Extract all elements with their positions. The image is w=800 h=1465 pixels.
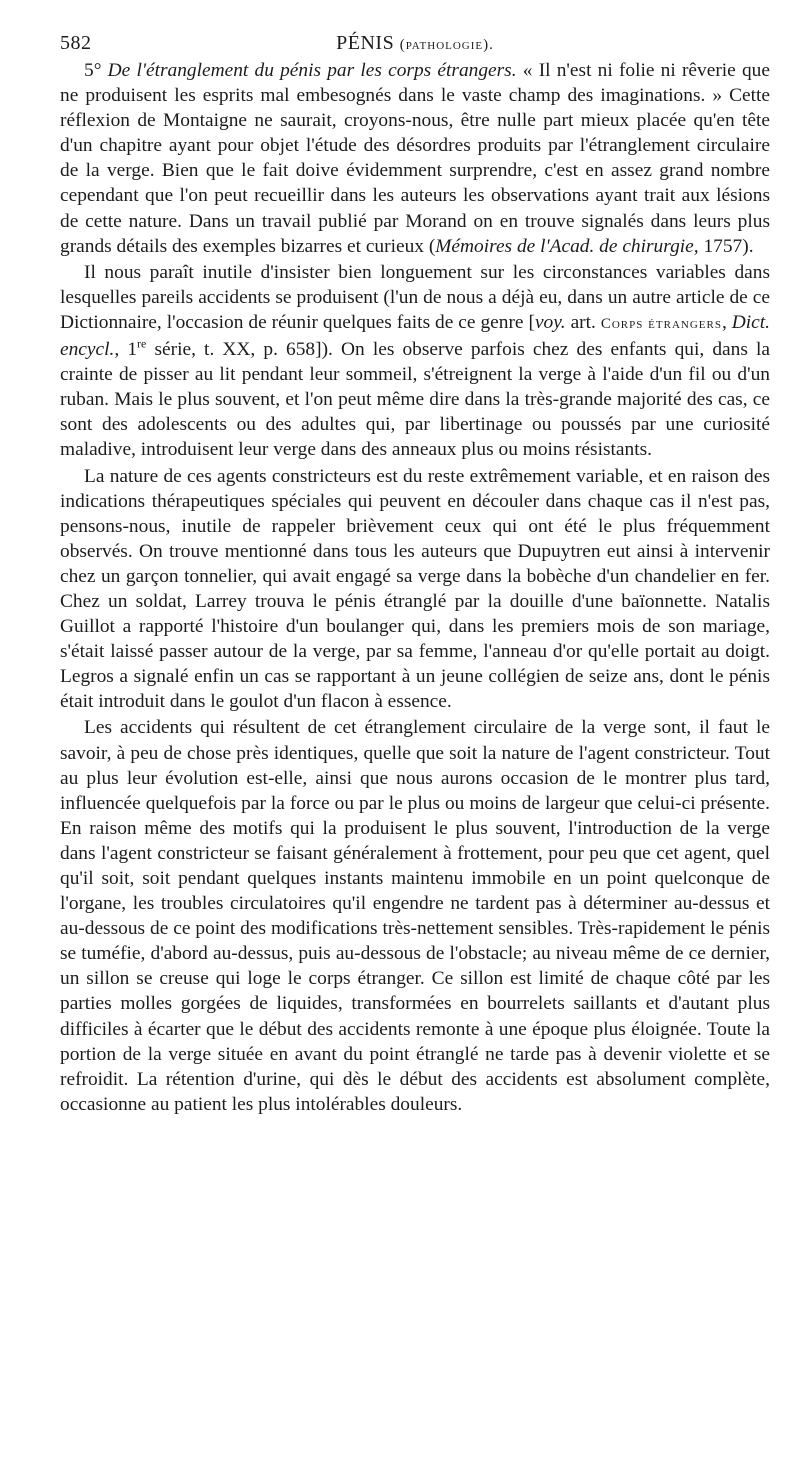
ref-art: art. (565, 311, 601, 333)
section-numeral: 5° (84, 60, 102, 81)
paragraph-1-text: « Il n'est ni folie ni rêverie que ne produisent les esprits mal embesognés dans le vaste champ des imaginations. » Cette réflexion de Montaigne ne saurait, croyons-nous, être nulle part mieux placée qu'en tête d'un chapitre ayant pour objet l'étude des désordres produits par l'étranglement circulaire de la verge. Bien que le fait doive évidemment surprendre, c'est en assez grand nombre cependant que l'on peut recueillir dans les auteurs les observations ayant trait aux lésions de cette nature. Dans un travail publié par Morand on en trouve signalés dans leurs plus grands détails des exemples bizarres et curieux ( (60, 60, 770, 257)
section-title: De l'étranglement du pénis par les corps étrangers. (107, 60, 517, 81)
running-title (60, 32, 770, 55)
page-number: 582 (60, 32, 92, 54)
paragraph-2-text: Il nous paraît inutile d'insister bien longuement sur les circonstances variables dans lesquelles pareils accidents se produisent (l'un de nous a déjà eu, dans un autre article de ce Dictionnaire, l'occasion de réunir quelques faits de ce genre [ (60, 261, 770, 333)
paragraph-2-end: série, t. XX, p. 658]). On les observe parfois chez des enfants qui, dans la crainte de pisser au lit pendant leur sommeil, s'étreignent la verge à l'aide d'un fil ou d'un ruban. Mais le plus souvent, et l'on peut même dire dans la très-grande majorité des cas, ce sont des adolescents ou des adultes qui, par libertinage ou poussés par une curiosité maladive, introduisent leur verge dans des anneaux plus ou moins résistants. (60, 339, 770, 461)
paragraph-1 (60, 58, 770, 259)
ref-voy: voy. (534, 311, 566, 333)
ref-corps-etrangers: Corps étrangers (600, 315, 722, 332)
running-title-main: PÉNIS (336, 32, 395, 54)
running-header (60, 30, 770, 58)
ref-serie-sup: re (137, 336, 147, 351)
running-title-sub: (pathologie). (399, 37, 494, 53)
page (60, 30, 770, 1117)
paragraph-4: Les accidents qui résultent de cet étranglement circulaire de la verge sont, il faut le savoir, à peu de chose près identiques, quelle que soit la nature de l'agent constricteur. Tout au plus leur évolution est-elle, ainsi que nous aurons occasion de le montrer plus tard, influencée quelquefois par la force ou par le plus ou moins de largeur que celui-ci présente. En raison même des motifs qui la produisent le plus souvent, l'introduction de la verge dans l'agent constricteur se faisant généralement à frottement, pour peu que cet agent, quel qu'il soit, soit pendant quelques instants maintenu immobile en un point quelconque de l'organe, les troubles circulatoires qu'il engendre ne tardent pas à déterminer au-dessus et au-dessous de ce point des modifications très-nettement sensibles. Très-rapidement le pénis se tuméfie, d'abord au-dessus, puis au-dessous de l'obstacle; au niveau même de ce dernier, un sillon se creuse qui loge le corps étranger. Ce sillon est limité de chaque côté par les parties molles gorgées de liquides, transformées en bourrelets saillants et d'autant plus difficiles à écarter que le début des accidents remonte à une époque plus éloignée. Toute la portion de la verge située en avant du point étranglé ne tarde pas à devenir violette et se refroidit. La rétention d'urine, qui dès le début des accidents est absolument complète, occasionne au patient les plus intolérables douleurs. (60, 717, 770, 1115)
paragraph-1-end: 1757). (698, 235, 754, 257)
paragraph-2 (60, 260, 770, 463)
citation-memoires: Mémoires de l'Acad. de chirurgie, (435, 235, 699, 257)
ref-dict-encycl: Dict. encycl. (60, 311, 770, 361)
ref-comma: , (721, 311, 732, 333)
ref-serie-num: , 1 (114, 339, 138, 361)
body-text (60, 58, 770, 1117)
paragraph-3: La nature de ces agents constricteurs est du reste extrêmement variable, et en raison des indications thérapeutiques spéciales qui peuvent en découler dans chaque cas il n'est pas, pensons-nous, inutile de rappeler brièvement ceux qui ont été le plus fréquemment observés. On trouve mentionné dans tous les auteurs que Dupuytren eut ainsi à intervenir chez un garçon tonnelier, qui avait engagé sa verge dans la bobèche d'un chandelier en fer. Chez un soldat, Larrey trouva le pénis étranglé par la douille d'une baïonnette. Natalis Guillot a rapporté l'histoire d'un boulanger qui, dans les premiers mois de son mariage, s'était laissé passer autour de la verge, par sa femme, l'anneau d'or qu'elle portait au doigt. Legros a signalé enfin un cas se rapportant à un jeune collégien de seize ans, dont le pénis était introduit dans le goulot d'un flacon à essence. (60, 465, 770, 713)
